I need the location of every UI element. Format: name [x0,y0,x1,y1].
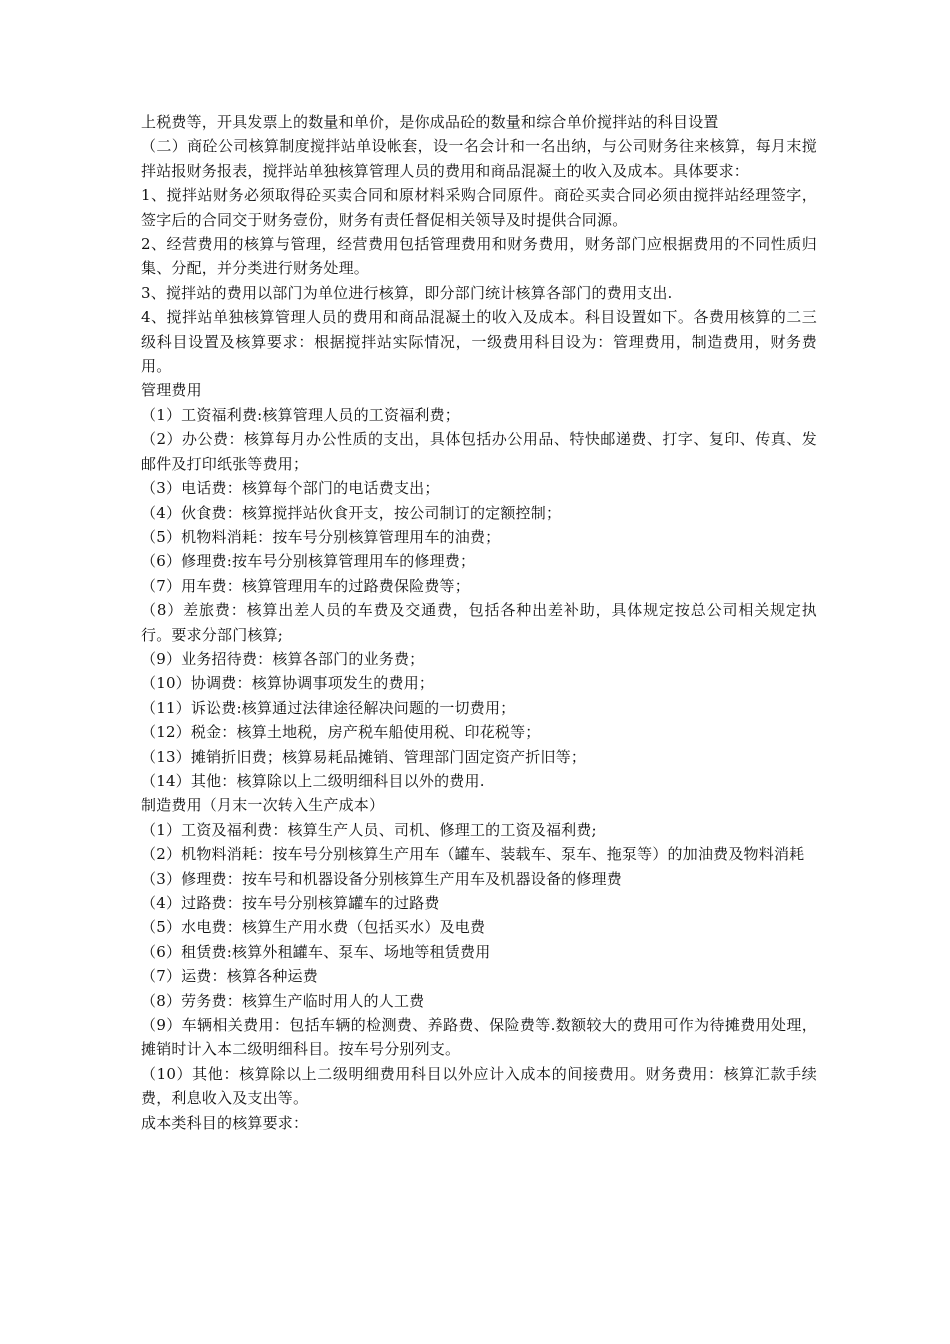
paragraph-1: 上税费等，开具发票上的数量和单价，是你成品砼的数量和综合单价搅拌站的科目设置 [141,113,719,131]
list-item: （1）工资及福利费：核算生产人员、司机、修理工的工资及福利费; [141,820,597,839]
section-heading-manufacturing-fees: 制造费用（月末一次转入生产成本） [141,796,385,815]
list-item: （6）修理费:按车号分别核算管理用车的修理费； [141,552,476,571]
list-item: （2）机物料消耗：按车号分别核算生产用车（罐车、装载车、泵车、拖泵等）的加油费及物料消耗 [141,845,805,864]
document-body [141,110,817,1135]
list-item: （5）机物料消耗：按车号分别核算管理用车的油费； [141,527,501,546]
list-item: （11）诉讼费:核算通过法律途径解决问题的一切费用； [141,698,516,717]
list-item: （2）办公费：核算每月办公性质的支出，具体包括办公用品、特快邮递费、打字、复印、传真、发邮件及打印纸张等费用； [141,430,817,473]
list-item: （14）其他：核算除以上二级明细科目以外的费用. [141,771,485,790]
list-item: （4）过路费：按车号分别核算罐车的过路费 [141,894,440,912]
list-item: （5）水电费：核算生产用水费（包括买水）及电费 [141,918,486,937]
list-item: （7）运费：核算各种运费 [141,967,318,986]
list-item: （12）税金：核算土地税，房产税车船使用税、印花税等； [141,723,541,742]
list-item: （8）劳务费：核算生产临时用人的人工费 [141,991,425,1010]
paragraph-3: 1、搅拌站财务必须取得砼买卖合同和原材料采购合同原件。商砼买卖合同必须由搅拌站经理签字，签字后的合同交于财务壹份，财务有责任督促相关领导及时提供合同源。 [141,186,817,229]
list-item: （9）业务招待费：核算各部门的业务费； [141,649,425,668]
list-item: （8）差旅费：核算出差人员的车费及交通费，包括各种出差补助，具体规定按总公司相关规定执行。要求分部门核算; [141,601,817,644]
list-item: （10）其他：核算除以上二级明细费用科目以外应计入成本的间接费用。财务费用：核算汇款手续费，利息收入及支出等。 [141,1064,817,1108]
paragraph-5: 3、搅拌站的费用以部门为单位进行核算，即分部门统计核算各部门的费用支出. [141,283,673,302]
list-item: （1）工资福利费:核算管理人员的工资福利费； [141,405,460,424]
list-item: （9）车辆相关费用：包括车辆的检测费、养路费、保险费等.数额较大的费用可作为待摊费用处理，摊销时计入本二级明细科目。按车号分别列支。 [141,1016,817,1059]
section-heading-management-fees: 管理费用 [141,381,202,400]
list-item: （4）伙食费：核算搅拌站伙食开支，按公司制订的定额控制； [141,503,562,522]
list-item: （3）电话费：核算每个部门的电话费支出； [141,479,440,498]
list-item: （3）修理费：按车号和机器设备分别核算生产用车及机器设备的修理费 [141,869,622,888]
list-item: （7）用车费：核算管理用车的过路费保险费等； [141,576,470,595]
list-item: （6）租赁费:核算外租罐车、泵车、场地等租赁费用 [141,942,491,961]
list-item: （10）协调费：核算协调事项发生的费用； [141,674,435,693]
paragraph-2: （二）商砼公司核算制度搅拌站单设帐套，设一名会计和一名出纳，与公司财务往来核算，每月末搅拌站报财务报表，搅拌站单独核算管理人员的费用和商品混凝土的收入及成本。具体要求： [141,137,817,180]
section-heading-cost-accounts: 成本类科目的核算要求： [141,1113,309,1132]
paragraph-4: 2、经营费用的核算与管理，经营费用包括管理费用和财务费用，财务部门应根据费用的不同性质归集、分配，并分类进行财务处理。 [141,235,817,278]
paragraph-6: 4、搅拌站单独核算管理人员的费用和商品混凝土的收入及成本。科目设置如下。各费用核算的二三级科目设置及核算要求：根据搅拌站实际情况，一级费用科目设为：管理费用，制造费用，财务费用。 [141,308,817,376]
list-item: （13）摊销折旧费；核算易耗品摊销、管理部门固定资产折旧等； [141,747,587,766]
